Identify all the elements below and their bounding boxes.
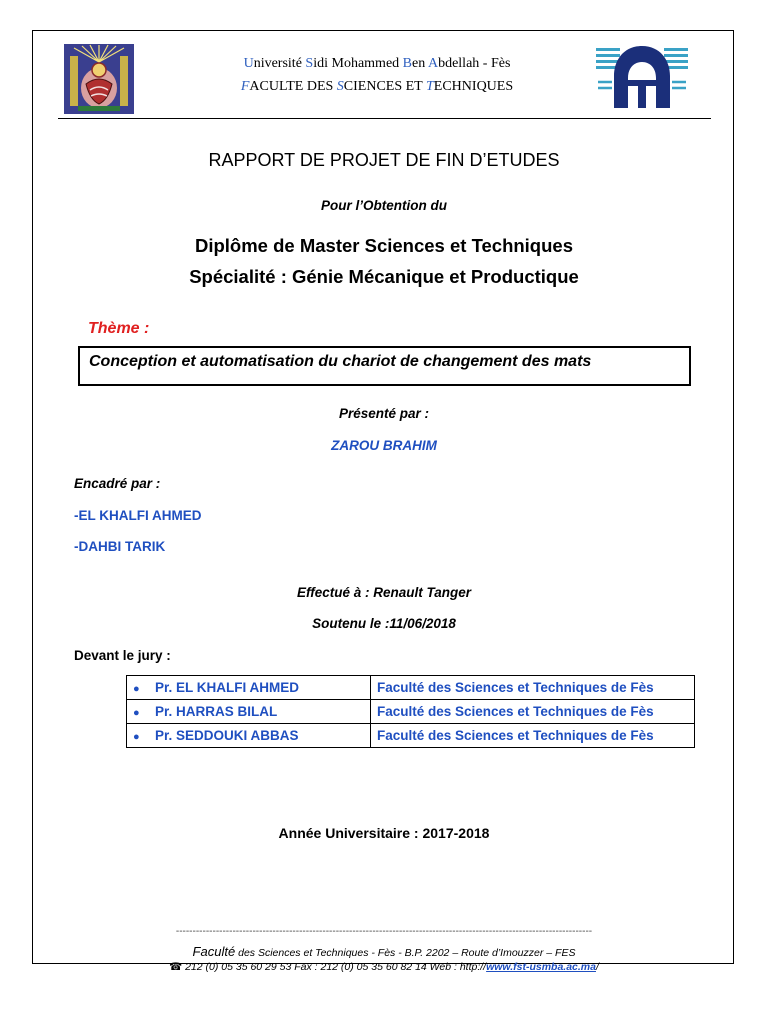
footer-contact-text: 212 (0) 05 35 60 29 53 Fax : 212 (0) 05 35 60 82 14 Web : http://	[182, 961, 487, 973]
report-title: RAPPORT DE PROJET DE FIN D’ETUDES	[208, 150, 560, 170]
table-row	[127, 724, 695, 748]
diploma-title: Diplôme de Master Sciences et Techniques	[194, 235, 573, 256]
phone-icon: ☎	[169, 961, 183, 973]
presented-by-label: Présenté par :	[338, 406, 430, 421]
internship-location: Effectué à : Renault Tanger	[296, 585, 472, 600]
highlighted-initial: S	[336, 79, 344, 94]
jury-member-institution: Faculté des Sciences et Techniques de Fès	[371, 724, 695, 748]
website-link[interactable]: www.fst-usmba.ac.ma	[486, 961, 596, 973]
theme-label: Thème :	[88, 320, 150, 337]
highlighted-initial: A	[427, 56, 439, 71]
header-divider	[58, 118, 711, 119]
header-text: en	[412, 56, 428, 71]
table-row	[127, 700, 695, 724]
footer-address-text: des Sciences et Techniques - Fès - B.P. 2202 – Route d’Imouzzer – FES	[235, 947, 576, 959]
highlighted-initial: B	[402, 56, 412, 71]
theme-text: Conception et automatisation du chariot de changement des mats	[89, 353, 592, 370]
supervisor-name: -DAHBI TARIK	[74, 539, 166, 554]
highlighted-initial: F	[240, 79, 250, 94]
speciality-title: Spécialité : Génie Mécanique et Productique	[189, 266, 579, 287]
footer-url-end: /	[596, 961, 599, 973]
university-crest-icon	[64, 44, 134, 114]
jury-member-name: Pr. EL KHALFI AHMED	[155, 680, 300, 695]
bullet-icon: ●	[133, 731, 140, 743]
jury-member-name: Pr. SEDDOUKI ABBAS	[155, 728, 299, 743]
header-text: ECHNIQUES	[433, 79, 514, 94]
bullet-icon: ●	[133, 707, 140, 719]
footer-faculty-word: Faculté	[192, 944, 236, 959]
header-text: CIENCES ET	[343, 79, 426, 94]
obtention-text: Pour l’Obtention du	[321, 198, 447, 213]
header-text: idi Mohammed	[313, 56, 403, 71]
university-name	[200, 56, 554, 72]
jury-label: Devant le jury :	[74, 648, 171, 663]
highlighted-initial: U	[243, 56, 254, 71]
faculty-name	[200, 79, 554, 95]
footer-address	[34, 944, 734, 959]
defense-date: Soutenu le :11/06/2018	[312, 616, 456, 631]
highlighted-initial: T	[426, 79, 434, 94]
header-text: ACULTE DES	[249, 79, 337, 94]
theme-box	[78, 346, 691, 386]
jury-member-institution: Faculté des Sciences et Techniques de Fès	[371, 676, 695, 700]
academic-year: Année Universitaire : 2017-2018	[278, 825, 490, 841]
jury-table	[126, 675, 695, 748]
jury-member-name: Pr. HARRAS BILAL	[155, 704, 278, 719]
footer-divider: -----------------------------------------------------------------------------------------------------------------------------	[175, 926, 593, 937]
supervised-by-label: Encadré par :	[74, 476, 161, 491]
faculty-logo-icon	[594, 42, 690, 112]
student-name: ZAROU BRAHIM	[331, 438, 437, 453]
header-text: niversité	[253, 56, 306, 71]
supervisor-name: -EL KHALFI AHMED	[74, 508, 202, 523]
jury-member-institution: Faculté des Sciences et Techniques de Fès	[371, 700, 695, 724]
table-row	[127, 676, 695, 700]
footer-contact	[34, 961, 734, 973]
bullet-icon: ●	[133, 683, 140, 695]
header-text: bdellah - Fès	[438, 56, 511, 71]
highlighted-initial: S	[305, 56, 314, 71]
